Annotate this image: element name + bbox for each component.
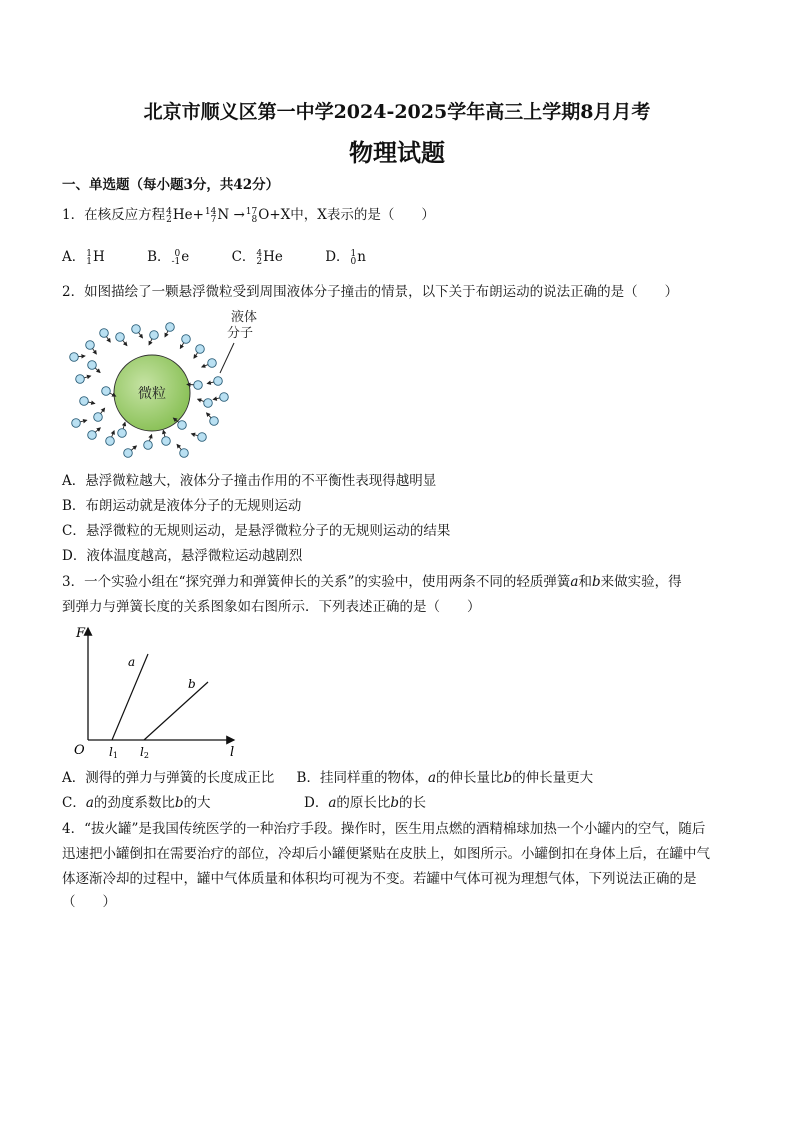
molecule-arrow: [101, 408, 105, 413]
q3-option-b[interactable]: B．挂同样重的物体，a的伸长量比b的伸长量更大: [296, 770, 594, 786]
q2-option-d[interactable]: D．液体温度越高，悬浮微粒运动越剧烈: [62, 548, 303, 564]
molecule-arrow: [139, 333, 143, 338]
x-axis-label: l: [230, 745, 235, 760]
molecule-arrow: [107, 337, 111, 342]
q1-option-b[interactable]: B． 0 -1 e: [147, 248, 190, 267]
molecule-circle: [166, 323, 175, 332]
q2-option-b[interactable]: B．布朗运动就是液体分子的无规则运动: [62, 498, 302, 514]
molecule-circle: [220, 393, 229, 402]
q3-option-d[interactable]: D．a的原长比b的长: [304, 795, 427, 811]
q1-suffix: +X中，X表示的是（ ）: [269, 207, 435, 223]
line-a-label: a: [128, 655, 136, 669]
q1-option-d[interactable]: D． 1 0 n: [325, 248, 366, 267]
molecule-arrow: [78, 356, 84, 357]
question-3-stem-line2: 到弹力与弹簧长度的关系图象如右图所示．下列表述正确的是（ ）: [62, 599, 481, 615]
molecule-arrow: [192, 434, 198, 436]
question-4-line3: 体逐渐冷却的过程中，罐中气体质量和体积均可视为不变。若罐中气体可视为理想气体，下列说法正确的是: [62, 871, 697, 887]
question-4-line1: 4．“拔火罐”是我国传统医学的一种治疗手段。操作时，医生用点燃的酒精棉球加热一个小罐内的空气，随后: [62, 821, 706, 837]
molecule-arrow: [202, 365, 208, 367]
molecule-circle: [76, 375, 85, 384]
section-heading: 一、单选题（每小题3分，共42分）: [62, 177, 280, 193]
molecule-arrow: [213, 398, 219, 399]
q3-option-a[interactable]: A．测得的弹力与弹簧的长度成正比: [62, 770, 275, 786]
q1-option-c[interactable]: C． 4 2 He: [231, 248, 283, 267]
brownian-motion-figure: [62, 305, 262, 465]
molecule-arrow: [123, 422, 125, 428]
molecule-circle: [144, 441, 153, 450]
molecule-arrow: [163, 430, 165, 436]
o-nuclide-indices: 17 8: [245, 206, 258, 225]
molecule-circle: [106, 437, 115, 446]
molecule-arrow: [207, 382, 213, 383]
he-nuclide-indices: 4 2: [166, 206, 172, 225]
molecule-circle: [204, 399, 213, 408]
y-axis-label: F: [76, 626, 86, 641]
molecule-circle: [100, 329, 109, 338]
molecule-circle: [72, 419, 81, 428]
q1-option-a[interactable]: A． 1 1 H: [62, 248, 105, 267]
molecule-arrow: [177, 444, 181, 449]
origin-label: O: [74, 743, 85, 758]
tick-l1: l1: [109, 745, 118, 760]
tick-l2: l2: [140, 745, 149, 760]
molecule-arrow: [180, 343, 183, 349]
molecule-arrow: [149, 339, 152, 345]
molecule-arrow: [198, 399, 204, 401]
molecule-circle: [88, 431, 97, 440]
particle-label: 微粒: [138, 386, 166, 402]
question-3-stem-line1: 3．一个实验小组在“探究弹力和弹簧伸长的关系”的实验中，使用两条不同的轻质弹簧a和b来做实验，得: [62, 574, 682, 590]
exam-subtitle: 物理试题: [349, 138, 445, 167]
q2-option-c[interactable]: C．悬浮微粒的无规则运动，是悬浮微粒分子的无规则运动的结果: [62, 523, 451, 539]
molecule-circle: [150, 331, 159, 340]
molecule-arrow: [80, 420, 86, 422]
molecule-arrow: [88, 402, 94, 403]
molecule-circle: [116, 333, 125, 342]
question-1-stem: [62, 206, 435, 224]
line-b-label: b: [188, 677, 196, 691]
molecule-arrow: [95, 428, 100, 432]
molecule-arrow: [93, 349, 97, 354]
molecule-arrow: [95, 368, 100, 372]
q3-options-row1: [62, 769, 593, 787]
molecule-circle: [214, 377, 223, 386]
plus-sign: +: [192, 207, 204, 223]
molecule-circle: [194, 381, 203, 390]
reaction-arrow: →: [233, 207, 245, 223]
molecule-circle: [162, 437, 171, 446]
molecule-circle: [180, 449, 189, 458]
label-pointer: [220, 343, 234, 373]
spring-force-graph: [62, 622, 242, 762]
molecule-circle: [182, 335, 191, 344]
o-symbol: O: [258, 207, 270, 223]
exam-title: 北京市顺义区第一中学2024-2025学年高三上学期8月月考: [143, 101, 651, 123]
molecule-circle: [210, 417, 219, 426]
molecule-arrow: [207, 413, 211, 418]
question-4-line4: （ ）: [62, 894, 116, 910]
q2-option-a[interactable]: A．悬浮微粒越大，液体分子撞击作用的不平衡性表现得越明显: [62, 473, 437, 489]
molecule-circle: [124, 449, 133, 458]
n-nuclide-indices: 14 7: [204, 206, 217, 225]
molecule-arrow: [84, 376, 90, 378]
q3-option-c[interactable]: C．a的劲度系数比b的大: [62, 795, 211, 811]
molecule-label-1: 液体: [230, 310, 258, 325]
he-symbol: He: [172, 207, 193, 223]
molecule-circle: [208, 359, 217, 368]
molecule-arrow: [123, 341, 127, 346]
question-4-line2: 迅速把小罐倒扣在需要治疗的部位，冷却后小罐便紧贴在皮肤上，如图所示。小罐倒扣在身体上后，在罐中气: [62, 846, 710, 862]
line-b: [144, 682, 208, 740]
molecule-circle: [178, 421, 187, 430]
n-symbol: N: [217, 207, 230, 223]
molecule-circle: [102, 387, 111, 396]
molecule-circle: [118, 429, 127, 438]
molecule-arrow: [131, 446, 136, 450]
molecule-circle: [80, 397, 89, 406]
molecule-arrow: [112, 431, 114, 437]
question-2-stem: 2．如图描绘了一颗悬浮微粒受到周围液体分子撞击的情景，以下关于布朗运动的说法正确的是（ ）: [62, 284, 679, 300]
molecule-label-2: 分子: [226, 326, 254, 341]
molecule-circle: [196, 345, 205, 354]
molecule-circle: [198, 433, 207, 442]
q3-options-row2: [62, 794, 426, 812]
molecule-arrow: [165, 331, 168, 337]
molecule-arrow: [149, 435, 151, 441]
molecule-circle: [88, 361, 97, 370]
molecule-circle: [132, 325, 141, 334]
q1-prefix: 1．在核反应方程: [62, 207, 166, 223]
molecule-arrow: [194, 353, 198, 358]
question-1-options: [62, 248, 404, 266]
molecule-circle: [86, 341, 95, 350]
molecule-circle: [94, 413, 103, 422]
molecule-circle: [70, 353, 79, 362]
